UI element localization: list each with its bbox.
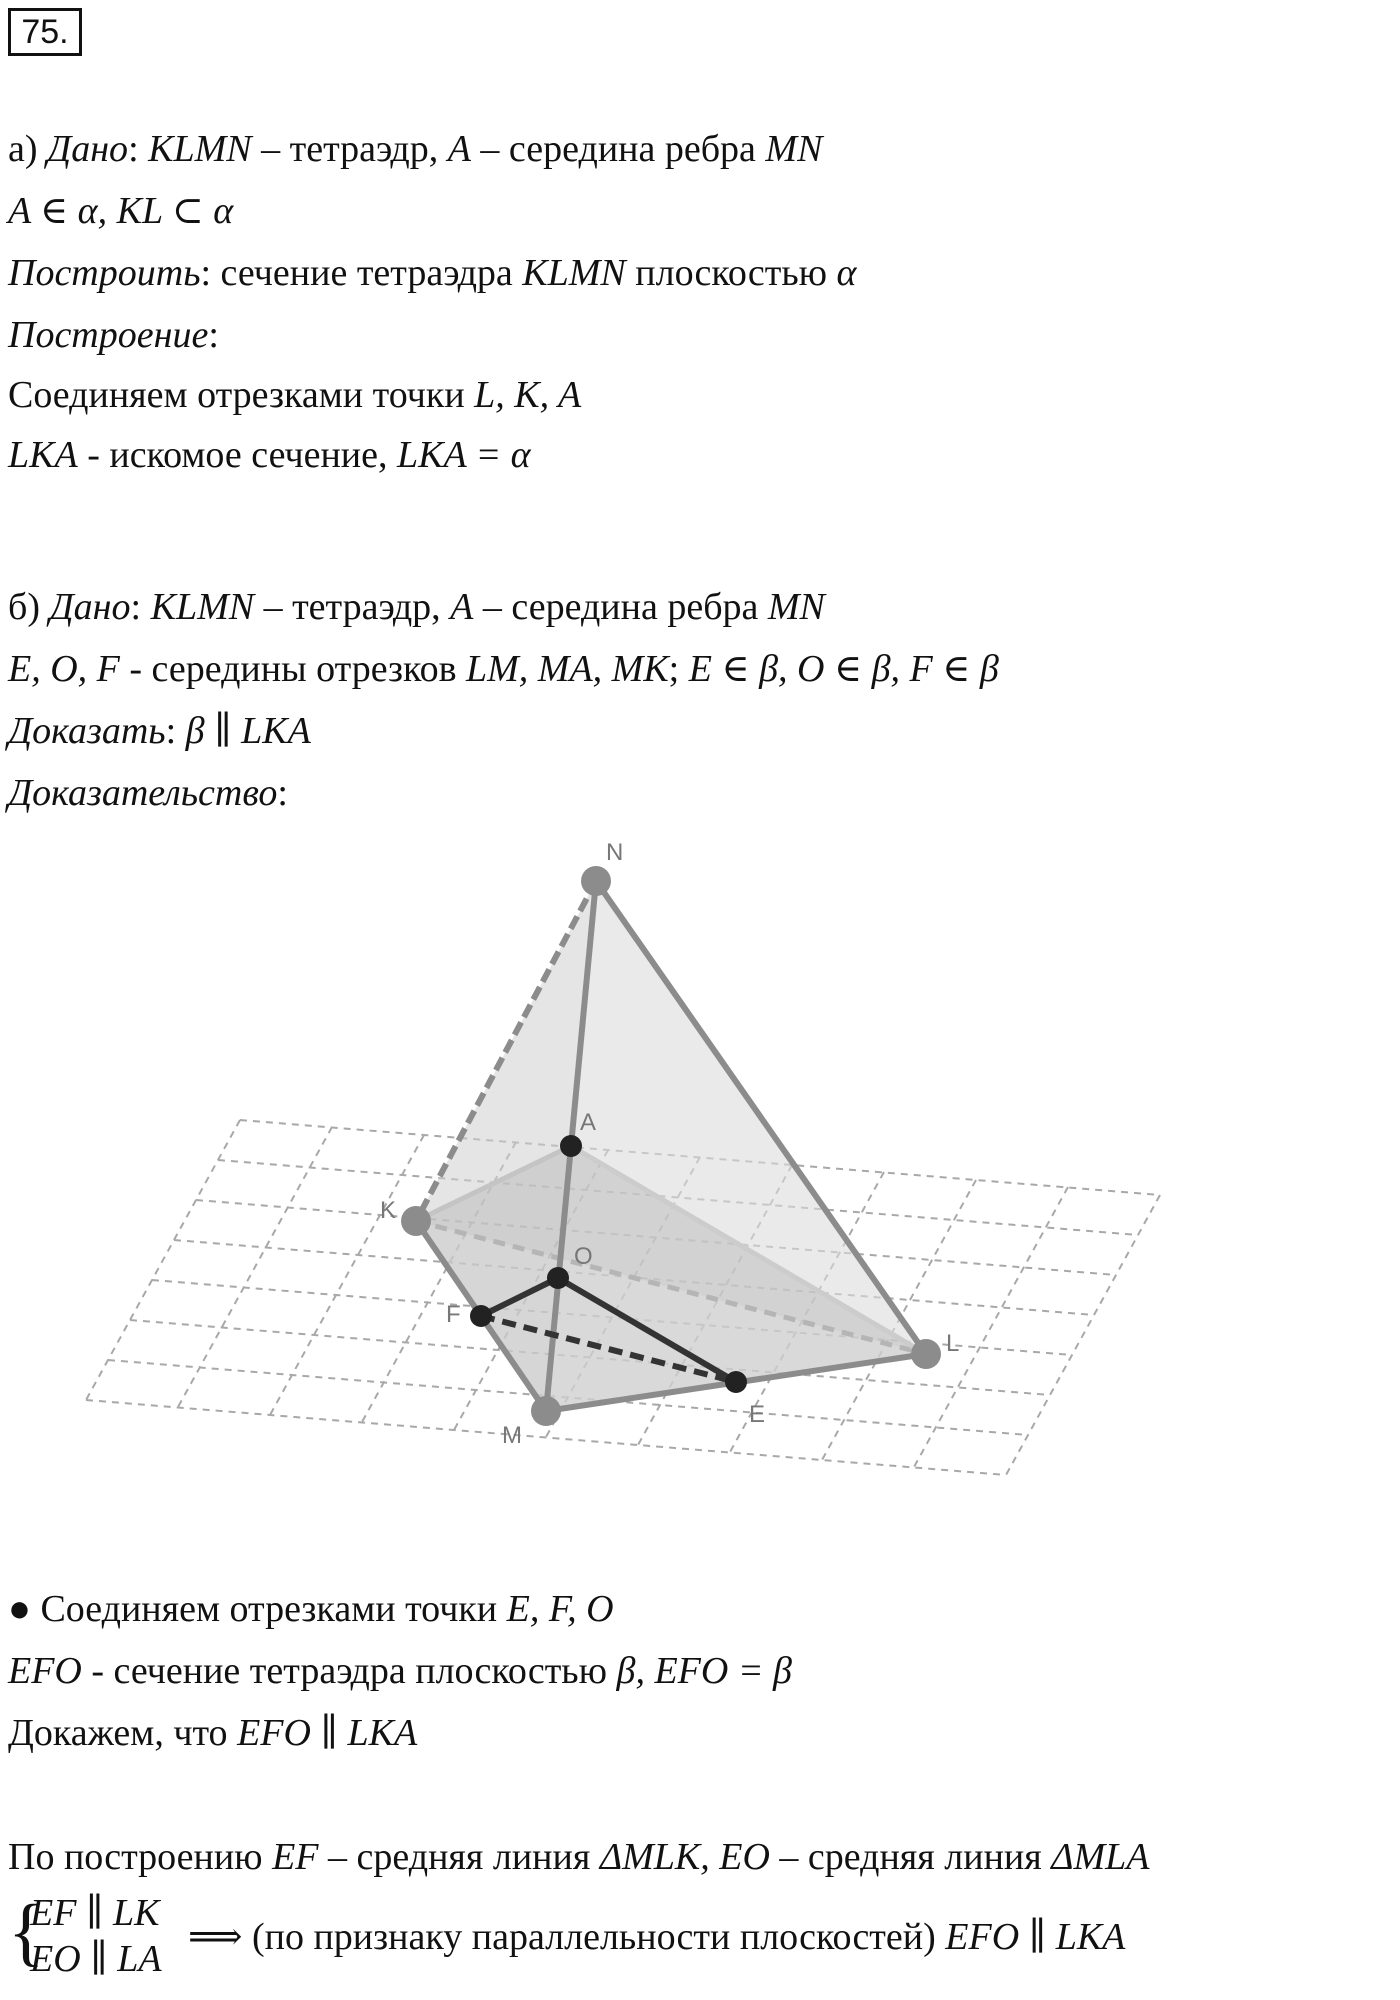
text: : bbox=[208, 314, 219, 356]
point-l bbox=[911, 1339, 941, 1369]
brace: { bbox=[8, 1890, 45, 1974]
math: A bbox=[450, 586, 474, 628]
point-a bbox=[560, 1135, 582, 1157]
part-b-proof bbox=[8, 770, 288, 816]
given-label: Дано bbox=[47, 128, 129, 170]
text: – тетраэдр, bbox=[251, 128, 448, 170]
point-e bbox=[725, 1371, 747, 1393]
system-row-1: EF ∥ LK bbox=[30, 1892, 160, 1934]
part-a-given bbox=[8, 126, 822, 172]
problem-number: 75. bbox=[8, 8, 82, 56]
text: – средняя линия bbox=[318, 1836, 600, 1878]
after-connect bbox=[8, 1586, 614, 1632]
text: плоскостью bbox=[625, 252, 837, 294]
grid-line bbox=[178, 1127, 332, 1407]
point-o bbox=[547, 1267, 569, 1289]
math: β, EFO = β bbox=[616, 1650, 792, 1692]
math: EF bbox=[272, 1836, 319, 1878]
text: ; bbox=[668, 648, 689, 690]
text: : сечение тетраэдра bbox=[200, 252, 523, 294]
text: – средняя линия bbox=[769, 1836, 1052, 1878]
point-f bbox=[470, 1305, 492, 1327]
text: б) bbox=[8, 586, 50, 628]
text: : bbox=[130, 586, 151, 628]
text: По построению bbox=[8, 1836, 273, 1878]
math: LM, MA, MK bbox=[466, 648, 669, 690]
after-prove bbox=[8, 1710, 417, 1756]
label-m: M bbox=[502, 1422, 522, 1449]
system-row-2: EO ∥ LA bbox=[30, 1938, 162, 1980]
label-f: F bbox=[446, 1301, 461, 1328]
prove-label: Доказать bbox=[8, 710, 166, 752]
tetrahedron-figure bbox=[40, 820, 1170, 1500]
math: KLMN bbox=[148, 128, 252, 170]
part-a-result bbox=[8, 432, 531, 478]
math: LKA bbox=[8, 434, 78, 476]
grid-line bbox=[86, 1120, 240, 1400]
label-k: K bbox=[380, 1197, 397, 1224]
text: ⟹ (по признаку параллельности плоскостей) bbox=[188, 1916, 946, 1958]
text: - сечение тетраэдра плоскостью bbox=[81, 1650, 617, 1692]
after-section bbox=[8, 1648, 792, 1694]
math: L, K, A bbox=[474, 374, 582, 416]
system-conclusion bbox=[188, 1914, 1125, 1960]
text: : bbox=[128, 128, 149, 170]
point-k bbox=[401, 1206, 431, 1236]
math: EFO ∥ LKA bbox=[237, 1712, 418, 1754]
part-a-construct bbox=[8, 250, 857, 296]
text: – середина ребра bbox=[473, 586, 768, 628]
label-l: L bbox=[946, 1330, 960, 1357]
part-b-prove bbox=[8, 708, 311, 754]
text: а) bbox=[8, 128, 48, 170]
math: A bbox=[447, 128, 471, 170]
math: ΔMLK, EO bbox=[599, 1836, 770, 1878]
math: β ∥ LKA bbox=[185, 710, 311, 752]
text: ● Соединяем отрезками точки bbox=[8, 1588, 507, 1630]
math: LKA = α bbox=[397, 434, 531, 476]
math: α bbox=[836, 252, 857, 294]
label-e: E bbox=[749, 1401, 766, 1428]
math: EFO ∥ LKA bbox=[945, 1916, 1126, 1958]
text: – тетраэдр, bbox=[254, 586, 451, 628]
construct-label: Построить bbox=[8, 252, 201, 294]
construction-label: Построение bbox=[8, 314, 209, 356]
proof-label: Доказательство bbox=[8, 772, 278, 814]
math: KLMN bbox=[150, 586, 255, 628]
math: E, O, F bbox=[8, 648, 120, 690]
math: E, F, O bbox=[506, 1588, 614, 1630]
part-b-given bbox=[8, 584, 825, 630]
math: MN bbox=[765, 128, 823, 170]
text: : bbox=[277, 772, 288, 814]
math: EFO bbox=[8, 1650, 82, 1692]
text: Соединяем отрезками точки bbox=[8, 374, 475, 416]
label-o: O bbox=[574, 1243, 593, 1270]
grid-line bbox=[914, 1187, 1068, 1467]
label-a: A bbox=[580, 1109, 597, 1136]
grid-line bbox=[1006, 1195, 1160, 1475]
math: KLMN bbox=[522, 252, 626, 294]
math: ΔMLA bbox=[1051, 1836, 1150, 1878]
label-n: N bbox=[606, 839, 624, 866]
text: – середина ребра bbox=[470, 128, 766, 170]
math: E ∈ β, O ∈ β, F ∈ β bbox=[688, 648, 999, 690]
text: - середины отрезков bbox=[119, 648, 467, 690]
text: : bbox=[165, 710, 186, 752]
part-a-connect bbox=[8, 372, 581, 418]
part-a-construction bbox=[8, 312, 219, 358]
after-midlines bbox=[8, 1834, 1150, 1880]
part-a-condition: A ∈ α, KL ⊂ α bbox=[8, 190, 234, 232]
point-n bbox=[581, 866, 611, 896]
part-b-midpoints bbox=[8, 646, 999, 692]
text: - искомое сечение, bbox=[77, 434, 398, 476]
given-label: Дано bbox=[49, 586, 131, 628]
math: MN bbox=[767, 586, 825, 628]
text: Докажем, что bbox=[8, 1712, 238, 1754]
grid-line bbox=[270, 1135, 424, 1415]
point-m bbox=[531, 1396, 561, 1426]
